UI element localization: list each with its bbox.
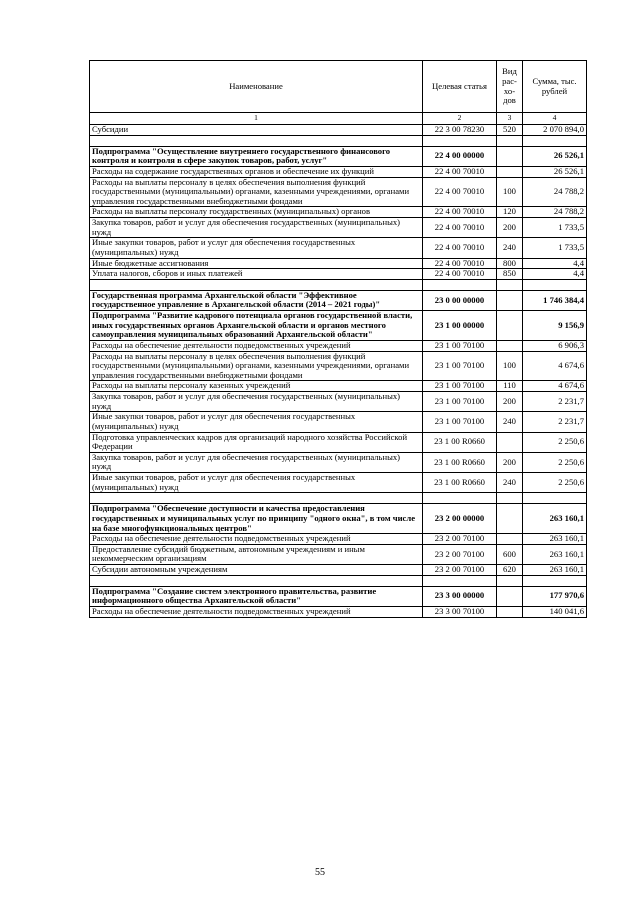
row-target-article-cell: 22 4 00 00000 xyxy=(423,146,497,166)
table-row xyxy=(90,351,587,381)
row-sum-cell: 263 160,1 xyxy=(523,534,587,545)
program-row xyxy=(90,504,587,534)
table-body xyxy=(90,61,587,618)
spacer-cell xyxy=(523,279,587,290)
program-row xyxy=(90,146,587,166)
row-name-cell: Закупка товаров, работ и услуг для обеспечения государственных (муниципальных) нужд xyxy=(90,452,423,472)
spacer-row xyxy=(90,135,587,146)
row-target-article-cell: 23 1 00 R0660 xyxy=(423,452,497,472)
row-name-cell: Иные закупки товаров, работ и услуг для обеспечения государственных (муниципальных) нужд xyxy=(90,238,423,258)
row-target-article-cell: 23 0 00 00000 xyxy=(423,290,497,310)
spacer-cell xyxy=(523,135,587,146)
column-numbers-row xyxy=(90,113,587,125)
table-row xyxy=(90,381,587,392)
row-expense-type-cell xyxy=(497,534,523,545)
row-name-cell: Уплата налогов, сборов и иных платежей xyxy=(90,269,423,280)
table-row xyxy=(90,125,587,136)
row-sum-cell: 4,4 xyxy=(523,258,587,269)
row-target-article-cell: 23 1 00 00000 xyxy=(423,311,497,341)
column-number-4: 4 xyxy=(523,113,587,125)
row-expense-type-cell: 520 xyxy=(497,125,523,136)
row-expense-type-cell: 240 xyxy=(497,238,523,258)
row-sum-cell: 24 788,2 xyxy=(523,177,587,207)
row-sum-cell: 9 156,9 xyxy=(523,311,587,341)
row-name-cell: Подготовка управленческих кадров для организаций народного хозяйства Российской Федерации xyxy=(90,432,423,452)
row-name-cell: Закупка товаров, работ и услуг для обеспечения государственных (муниципальных) нужд xyxy=(90,218,423,238)
column-number-3: 3 xyxy=(497,113,523,125)
row-sum-cell: 26 526,1 xyxy=(523,146,587,166)
spacer-cell xyxy=(497,279,523,290)
row-sum-cell: 2 250,6 xyxy=(523,452,587,472)
table-row xyxy=(90,432,587,452)
row-sum-cell: 4 674,6 xyxy=(523,351,587,381)
column-number-2: 2 xyxy=(423,113,497,125)
table-row xyxy=(90,340,587,351)
row-expense-type-cell xyxy=(497,166,523,177)
row-target-article-cell: 22 4 00 70010 xyxy=(423,177,497,207)
row-target-article-cell: 23 1 00 R0660 xyxy=(423,432,497,452)
table-row xyxy=(90,544,587,564)
row-name-cell: Подпрограмма "Создание систем электронного правительства, развитие информационного общества Архангельской области" xyxy=(90,586,423,606)
spacer-cell xyxy=(90,135,423,146)
row-name-cell: Предоставление субсидий бюджетным, автономным учреждениям и иным некоммерческим организациям xyxy=(90,544,423,564)
spacer-cell xyxy=(90,575,423,586)
row-name-cell: Государственная программа Архангельской области "Эффективное государственное управление в Архангельской области (2014 – 2021 годы)" xyxy=(90,290,423,310)
header-expense-type: Вид рас- хо- дов xyxy=(497,61,523,113)
row-name-cell: Расходы на выплаты персоналу казенных учреждений xyxy=(90,381,423,392)
spacer-cell xyxy=(523,575,587,586)
table-row xyxy=(90,606,587,617)
row-expense-type-cell: 240 xyxy=(497,473,523,493)
row-expense-type-cell xyxy=(497,311,523,341)
header-name: Наименование xyxy=(90,61,423,113)
spacer-cell xyxy=(497,135,523,146)
budget-table xyxy=(89,60,587,618)
row-expense-type-cell: 100 xyxy=(497,177,523,207)
row-expense-type-cell xyxy=(497,340,523,351)
row-target-article-cell: 22 3 00 78230 xyxy=(423,125,497,136)
row-name-cell: Иные закупки товаров, работ и услуг для обеспечения государственных (муниципальных) нужд xyxy=(90,473,423,493)
row-name-cell: Закупка товаров, работ и услуг для обеспечения государственных (муниципальных) нужд xyxy=(90,392,423,412)
row-sum-cell: 2 250,6 xyxy=(523,473,587,493)
row-name-cell: Расходы на обеспечение деятельности подведомственных учреждений xyxy=(90,534,423,545)
row-sum-cell: 6 906,3 xyxy=(523,340,587,351)
row-expense-type-cell: 620 xyxy=(497,565,523,576)
row-sum-cell: 1 733,5 xyxy=(523,238,587,258)
row-sum-cell: 4 674,6 xyxy=(523,381,587,392)
row-target-article-cell: 22 4 00 70010 xyxy=(423,238,497,258)
row-name-cell: Иные бюджетные ассигнования xyxy=(90,258,423,269)
row-expense-type-cell: 200 xyxy=(497,218,523,238)
spacer-row xyxy=(90,575,587,586)
row-expense-type-cell xyxy=(497,146,523,166)
row-name-cell: Расходы на выплаты персоналу в целях обеспечения выполнения функций государственными (муниципальными) органами, казенными учреждениями, органами управления государственными внебюджетными фондами xyxy=(90,351,423,381)
spacer-cell xyxy=(90,279,423,290)
row-name-cell: Расходы на выплаты персоналу в целях обеспечения выполнения функций государственными (муниципальными) органами, казенными учреждениями, органами управления государственными внебюджетными фондами xyxy=(90,177,423,207)
row-target-article-cell: 23 1 00 R0660 xyxy=(423,473,497,493)
column-number-1: 1 xyxy=(90,113,423,125)
row-expense-type-cell: 200 xyxy=(497,452,523,472)
row-sum-cell: 263 160,1 xyxy=(523,565,587,576)
spacer-cell xyxy=(423,279,497,290)
table-row xyxy=(90,412,587,432)
row-name-cell: Подпрограмма "Обеспечение доступности и качества предоставления государственных и муниципальных услуг по принципу "одного окна", в том числе на базе многофункциональных центров" xyxy=(90,504,423,534)
table-header-row xyxy=(90,61,587,113)
table-row xyxy=(90,207,587,218)
row-expense-type-cell xyxy=(497,586,523,606)
row-sum-cell: 1 733,5 xyxy=(523,218,587,238)
row-sum-cell: 26 526,1 xyxy=(523,166,587,177)
table-row xyxy=(90,258,587,269)
row-name-cell: Подпрограмма "Осуществление внутреннего государственного финансового контроля и контроля в сфере закупок товаров, работ, услуг" xyxy=(90,146,423,166)
row-sum-cell: 140 041,6 xyxy=(523,606,587,617)
row-sum-cell: 2 231,7 xyxy=(523,392,587,412)
table-row xyxy=(90,392,587,412)
row-expense-type-cell: 200 xyxy=(497,392,523,412)
row-expense-type-cell: 600 xyxy=(497,544,523,564)
row-expense-type-cell xyxy=(497,290,523,310)
spacer-cell xyxy=(423,493,497,504)
spacer-cell xyxy=(523,493,587,504)
table-row xyxy=(90,269,587,280)
row-expense-type-cell xyxy=(497,606,523,617)
table-row xyxy=(90,238,587,258)
row-sum-cell: 24 788,2 xyxy=(523,207,587,218)
spacer-row xyxy=(90,279,587,290)
row-target-article-cell: 23 1 00 70100 xyxy=(423,381,497,392)
table-row xyxy=(90,166,587,177)
row-name-cell: Расходы на выплаты персоналу государственных (муниципальных) органов xyxy=(90,207,423,218)
table-row xyxy=(90,534,587,545)
row-target-article-cell: 22 4 00 70010 xyxy=(423,269,497,280)
row-target-article-cell: 23 3 00 70100 xyxy=(423,606,497,617)
row-target-article-cell: 23 2 00 70100 xyxy=(423,565,497,576)
row-name-cell: Расходы на обеспечение деятельности подведомственных учреждений xyxy=(90,606,423,617)
spacer-cell xyxy=(423,135,497,146)
program-row xyxy=(90,311,587,341)
table-row xyxy=(90,452,587,472)
row-sum-cell: 2 231,7 xyxy=(523,412,587,432)
row-sum-cell: 2 070 894,0 xyxy=(523,125,587,136)
row-target-article-cell: 22 4 00 70010 xyxy=(423,258,497,269)
row-expense-type-cell: 240 xyxy=(497,412,523,432)
spacer-row xyxy=(90,493,587,504)
row-target-article-cell: 22 4 00 70010 xyxy=(423,166,497,177)
table-row xyxy=(90,565,587,576)
spacer-cell xyxy=(497,493,523,504)
spacer-cell xyxy=(497,575,523,586)
spacer-cell xyxy=(90,493,423,504)
row-target-article-cell: 23 2 00 70100 xyxy=(423,534,497,545)
row-sum-cell: 1 746 384,4 xyxy=(523,290,587,310)
header-sum: Сумма, тыс. рублей xyxy=(523,61,587,113)
row-expense-type-cell: 850 xyxy=(497,269,523,280)
spacer-cell xyxy=(423,575,497,586)
row-target-article-cell: 22 4 00 70010 xyxy=(423,207,497,218)
row-target-article-cell: 23 2 00 70100 xyxy=(423,544,497,564)
row-target-article-cell: 23 1 00 70100 xyxy=(423,351,497,381)
page-number: 55 xyxy=(315,867,325,878)
row-expense-type-cell: 110 xyxy=(497,381,523,392)
row-target-article-cell: 23 1 00 70100 xyxy=(423,412,497,432)
row-target-article-cell: 23 2 00 00000 xyxy=(423,504,497,534)
row-sum-cell: 2 250,6 xyxy=(523,432,587,452)
row-expense-type-cell: 100 xyxy=(497,351,523,381)
row-name-cell: Расходы на содержание государственных органов и обеспечение их функций xyxy=(90,166,423,177)
row-expense-type-cell xyxy=(497,432,523,452)
row-name-cell: Подпрограмма "Развитие кадрового потенциала органов государственной власти, иных государственных органов Архангельской области и органов местного самоуправления муниципальных образований Архангельской области" xyxy=(90,311,423,341)
row-expense-type-cell: 800 xyxy=(497,258,523,269)
row-name-cell: Субсидии xyxy=(90,125,423,136)
header-target-article: Целевая статья xyxy=(423,61,497,113)
row-name-cell: Расходы на обеспечение деятельности подведомственных учреждений xyxy=(90,340,423,351)
program-row xyxy=(90,290,587,310)
row-sum-cell: 177 970,6 xyxy=(523,586,587,606)
table-row xyxy=(90,177,587,207)
row-target-article-cell: 23 1 00 70100 xyxy=(423,392,497,412)
row-name-cell: Иные закупки товаров, работ и услуг для обеспечения государственных (муниципальных) нужд xyxy=(90,412,423,432)
row-target-article-cell: 22 4 00 70010 xyxy=(423,218,497,238)
row-expense-type-cell: 120 xyxy=(497,207,523,218)
row-sum-cell: 263 160,1 xyxy=(523,544,587,564)
row-name-cell: Субсидии автономным учреждениям xyxy=(90,565,423,576)
row-sum-cell: 4,4 xyxy=(523,269,587,280)
table-row xyxy=(90,473,587,493)
program-row xyxy=(90,586,587,606)
row-target-article-cell: 23 1 00 70100 xyxy=(423,340,497,351)
table-row xyxy=(90,218,587,238)
row-sum-cell: 263 160,1 xyxy=(523,504,587,534)
row-target-article-cell: 23 3 00 00000 xyxy=(423,586,497,606)
row-expense-type-cell xyxy=(497,504,523,534)
